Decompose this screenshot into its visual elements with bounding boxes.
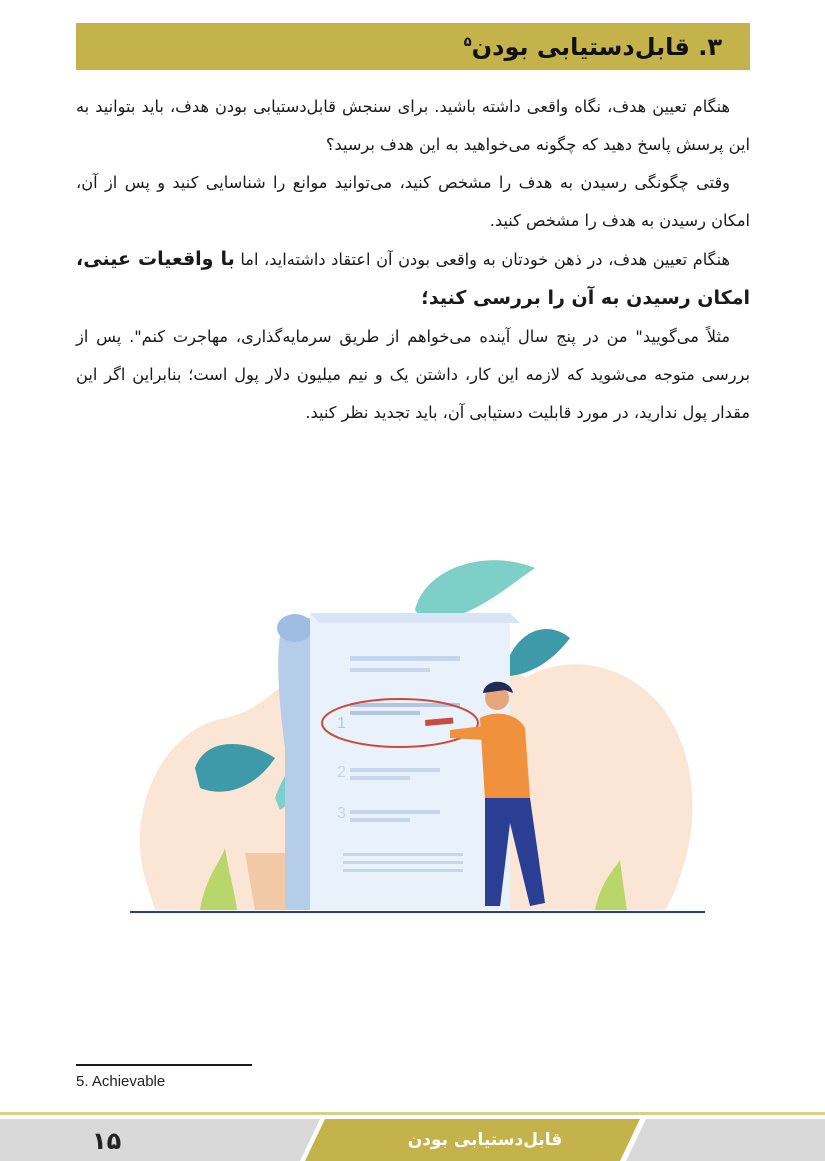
footnote: 5. Achievable (76, 1073, 166, 1090)
footer-gray-right (626, 1119, 825, 1161)
paragraph-3-bold: با واقعیات عینی، امکان رسیدن به آن را بررسی کنید؛ (76, 248, 750, 309)
section-title-text: ۳. قابل‌دستیابی بودن (471, 32, 722, 61)
paragraph-4: مثلاً می‌گویید" من در پنج سال آینده می‌خواهم از طریق سرمایه‌گذاری، مهاجرت کنم". پس از بررسی متوجه می‌شوید که لازمه این کار، داشتن یک و نیم میلیون دلار پول است؛ بنابراین اگر این مقدار پول ندارید، در مورد قابلیت دستیابی آن، باید تجدید نظر کنید. (76, 327, 750, 422)
list-number-2: 2 (337, 764, 346, 781)
footer-divider (0, 1112, 825, 1115)
paragraph-3-normal: هنگام تعیین هدف، در ذهن خودتان به واقعی بودن آن اعتقاد داشته‌اید، اما (234, 250, 731, 269)
body-text (76, 88, 750, 432)
checklist-illustration (125, 548, 710, 920)
paragraph-2: وقتی چگونگی رسیدن به هدف را مشخص کنید، می‌توانید موانع را شناسایی کنید و پس از آن، امکان رسیدن به هدف را مشخص کنید. (76, 173, 750, 230)
list-number-3: 3 (337, 805, 346, 822)
paragraph-1: هنگام تعیین هدف، نگاه واقعی داشته باشید. برای سنجش قابل‌دستیابی بودن هدف، باید بتوانید به این پرسش پاسخ دهید که چگونه می‌خواهید به این هدف برسید؟ (76, 97, 750, 154)
page-number: ۱۵ (92, 1127, 122, 1155)
illustration (125, 548, 710, 920)
paper-roll-top (277, 614, 313, 642)
section-header (76, 23, 750, 70)
paragraph-3 (76, 240, 750, 318)
section-title (464, 33, 722, 61)
list-number-1: 1 (337, 715, 346, 732)
person-shirt (480, 714, 530, 800)
footnote-reference: ۵ (463, 34, 472, 50)
footnote-divider (76, 1064, 252, 1066)
footer-gray-left (0, 1119, 320, 1161)
footer-title: قابل‌دستیابی بودن (407, 1130, 563, 1150)
